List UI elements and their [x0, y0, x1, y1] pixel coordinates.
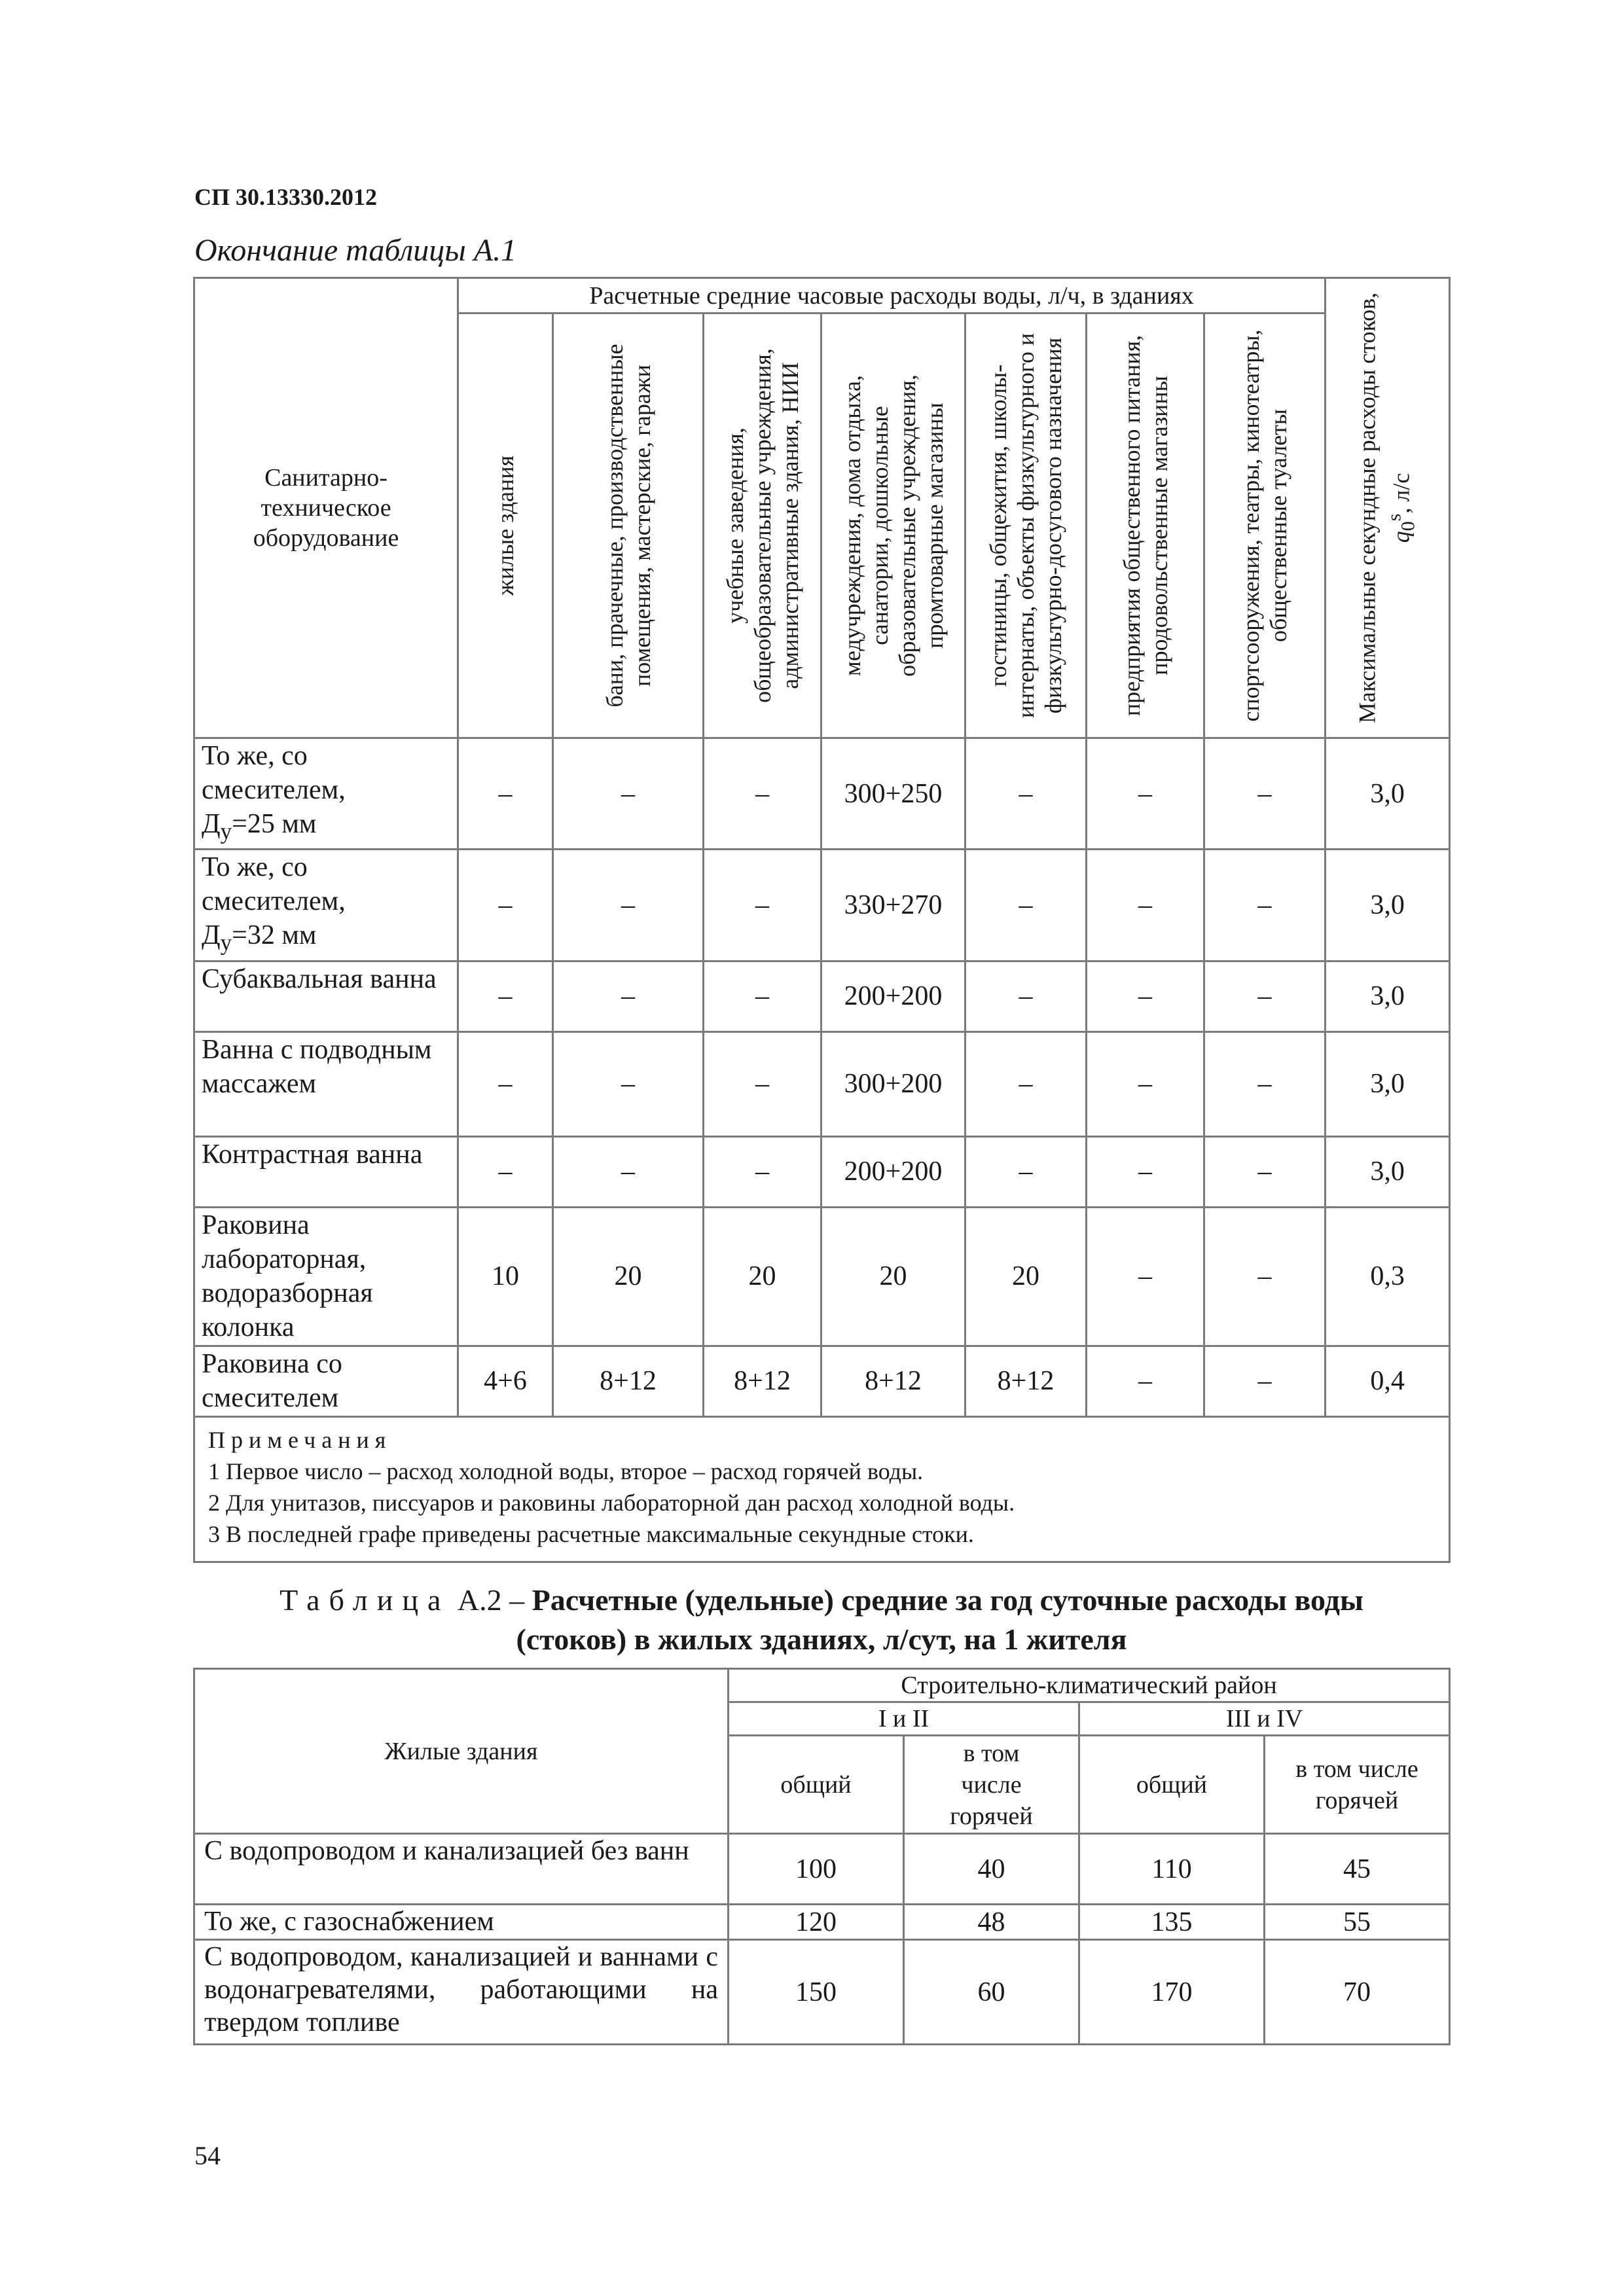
- table-label-number: А.2 –: [457, 1583, 525, 1617]
- value-cell: 300+200: [821, 1031, 965, 1136]
- value-cell: 20: [965, 1207, 1087, 1346]
- value-cell: 330+270: [821, 850, 965, 961]
- value-cell: 60: [904, 1940, 1079, 2045]
- col-header-text: медучреждения, дома отдыха, санатории, дошкольные образовательные учреждения, промтоварные магазины: [839, 374, 948, 677]
- value-cell: –: [965, 850, 1087, 961]
- table-row: [194, 1940, 1450, 2045]
- value-cell: 8+12: [821, 1346, 965, 1416]
- row-label: То же, с газоснабжением: [194, 1905, 729, 1940]
- value-cell: 150: [729, 1940, 904, 2045]
- table-row: [194, 1834, 1450, 1905]
- table-row: [194, 961, 1450, 1031]
- value-cell: 135: [1079, 1905, 1265, 1940]
- stub-header-text: Жилые здания: [384, 1737, 538, 1765]
- table-label-word: Таблица: [280, 1583, 450, 1617]
- value-cell: –: [704, 850, 821, 961]
- col-header-text: учебные заведения, общеобразовательные учреждения, административные здания, НИИ: [721, 348, 803, 703]
- value-cell: 300+250: [821, 738, 965, 850]
- value-cell: –: [553, 850, 704, 961]
- table-a1-continuation-caption: Окончание таблицы А.1: [194, 233, 517, 268]
- region-header: III и IV: [1079, 1702, 1450, 1736]
- value-cell: 40: [904, 1834, 1079, 1905]
- max-discharge-header-text: Максимальные секундные расходы стоков, $q_0^s$, л/с: [1353, 292, 1419, 724]
- value-cell: 48: [904, 1905, 1079, 1940]
- value-cell: 100: [729, 1834, 904, 1905]
- value-cell: –: [1087, 1031, 1204, 1136]
- subheader-hot: в том числе горячей: [1265, 1736, 1450, 1834]
- value-cell: –: [965, 1031, 1087, 1136]
- col-header-catering: [1087, 314, 1204, 738]
- value-cell: –: [1087, 850, 1204, 961]
- value-cell: –: [553, 1136, 704, 1207]
- row-label: Раковина со смесителем: [194, 1346, 458, 1416]
- value-cell: 3,0: [1326, 850, 1450, 961]
- value-cell: 20: [821, 1207, 965, 1346]
- col-header-residential: [458, 314, 553, 738]
- value-cell: 8+12: [965, 1346, 1087, 1416]
- value-cell: –: [1204, 850, 1326, 961]
- value-cell: 200+200: [821, 1136, 965, 1207]
- value-cell: –: [458, 961, 553, 1031]
- stub-header-cell: [194, 278, 458, 738]
- col-header-text: спортсооружения, театры, кинотеатры, общественные туалеты: [1238, 329, 1292, 722]
- col-header-medical: [821, 314, 965, 738]
- page-number: 54: [194, 2141, 221, 2170]
- region-header: I и II: [729, 1702, 1079, 1736]
- value-cell: –: [1204, 1136, 1326, 1207]
- value-cell: 0,3: [1326, 1207, 1450, 1346]
- table-row: [194, 1207, 1450, 1346]
- value-cell: –: [704, 1031, 821, 1136]
- value-cell: –: [704, 961, 821, 1031]
- value-cell: 0,4: [1326, 1346, 1450, 1416]
- table-row: [194, 1031, 1450, 1136]
- group-header-cell: Строительно-климатический район: [729, 1669, 1450, 1702]
- table-row: [194, 738, 1450, 850]
- col-header-hotels: [965, 314, 1087, 738]
- value-cell: –: [553, 738, 704, 850]
- value-cell: –: [965, 738, 1087, 850]
- value-cell: 8+12: [704, 1346, 821, 1416]
- value-cell: 20: [553, 1207, 704, 1346]
- value-cell: –: [458, 738, 553, 850]
- value-cell: –: [704, 1136, 821, 1207]
- value-cell: –: [1204, 1346, 1326, 1416]
- value-cell: –: [965, 1136, 1087, 1207]
- stub-header-text: Санитарно- техническое оборудование: [253, 464, 399, 552]
- notes-block: [194, 1416, 1450, 1562]
- row-label: Ванна с подводным массажем: [194, 1031, 458, 1136]
- value-cell: 200+200: [821, 961, 965, 1031]
- value-cell: –: [1087, 1136, 1204, 1207]
- value-cell: –: [1204, 1207, 1326, 1346]
- col-header-sports-theatres: [1204, 314, 1326, 738]
- value-cell: 3,0: [1326, 961, 1450, 1031]
- value-cell: 170: [1079, 1940, 1265, 2045]
- value-cell: –: [553, 1031, 704, 1136]
- value-cell: –: [1087, 1346, 1204, 1416]
- note-item: 2 Для унитазов, писсуаров и раковины лабораторной дан расход холодной воды.: [208, 1489, 1015, 1516]
- col-header-text: жилые здания: [492, 455, 518, 596]
- group-header-text: Расчетные средние часовые расходы воды, л/ч, в зданиях: [589, 281, 1194, 310]
- note-item: 3 В последней графе приведены расчетные максимальные секундные стоки.: [208, 1520, 974, 1547]
- value-cell: 3,0: [1326, 1136, 1450, 1207]
- value-cell: 10: [458, 1207, 553, 1346]
- value-cell: 120: [729, 1905, 904, 1940]
- value-cell: –: [1087, 1207, 1204, 1346]
- value-cell: 8+12: [553, 1346, 704, 1416]
- stub-header-cell: [194, 1669, 729, 1834]
- value-cell: –: [965, 961, 1087, 1031]
- value-cell: –: [1204, 961, 1326, 1031]
- row-label: С водопроводом и канализацией без ванн: [194, 1834, 729, 1905]
- col-header-text: бани, прачечные, производственные помещения, мастерские, гаражи: [601, 344, 655, 708]
- subheader-hot: в том числе горячей: [904, 1736, 1079, 1834]
- value-cell: 110: [1079, 1834, 1265, 1905]
- row-label: Субаквальная ванна: [194, 961, 458, 1031]
- value-cell: 55: [1265, 1905, 1450, 1940]
- table-a2: [193, 1668, 1451, 2045]
- table-row: [194, 1136, 1450, 1207]
- value-cell: –: [1204, 738, 1326, 850]
- value-cell: –: [1087, 961, 1204, 1031]
- row-label: Контрастная ванна: [194, 1136, 458, 1207]
- document-code: СП 30.13330.2012: [194, 184, 377, 210]
- subheader-total: общий: [1079, 1736, 1265, 1834]
- table-row: [194, 850, 1450, 961]
- row-label: То же, со смесителем, $Д_у=25$ мм: [194, 738, 458, 850]
- row-label: То же, со смесителем, $Д_у=32$ мм: [194, 850, 458, 961]
- value-cell: –: [458, 1136, 553, 1207]
- table-title-line2: (стоков) в жилых зданиях, л/сут, на 1 жителя: [516, 1623, 1127, 1656]
- table-a2-heading: [194, 1581, 1449, 1659]
- col-header-baths-laundries: [553, 314, 704, 738]
- table-title-line1: Расчетные (удельные) средние за год суточные расходы воды: [532, 1583, 1363, 1617]
- max-discharge-header-cell: [1326, 278, 1450, 738]
- row-label: С водопроводом, канализацией и ваннами с водонагревателями, работающими на твердом топливе: [194, 1940, 729, 2045]
- value-cell: –: [1204, 1031, 1326, 1136]
- col-header-educational: [704, 314, 821, 738]
- value-cell: 3,0: [1326, 738, 1450, 850]
- subheader-total: общий: [729, 1736, 904, 1834]
- col-header-text: предприятия общественного питания, продовольственные магазины: [1118, 334, 1172, 717]
- value-cell: –: [458, 850, 553, 961]
- value-cell: 4+6: [458, 1346, 553, 1416]
- value-cell: –: [1087, 738, 1204, 850]
- value-cell: 70: [1265, 1940, 1450, 2045]
- value-cell: –: [704, 738, 821, 850]
- table-row: [194, 1905, 1450, 1940]
- notes-title: Примечания: [208, 1426, 392, 1453]
- note-item: 1 Первое число – расход холодной воды, второе – расход горячей воды.: [208, 1458, 924, 1484]
- col-header-text: гостиницы, общежития, школы-интернаты, объекты физкультурного и физкультурно-досугового назначения: [985, 332, 1066, 719]
- row-label: Раковина лабораторная, водоразборная колонка: [194, 1207, 458, 1346]
- value-cell: 3,0: [1326, 1031, 1450, 1136]
- value-cell: 20: [704, 1207, 821, 1346]
- value-cell: 45: [1265, 1834, 1450, 1905]
- table-row: [194, 1346, 1450, 1416]
- group-header-cell: [458, 278, 1326, 314]
- value-cell: –: [458, 1031, 553, 1136]
- table-a1: [193, 277, 1451, 1563]
- value-cell: –: [553, 961, 704, 1031]
